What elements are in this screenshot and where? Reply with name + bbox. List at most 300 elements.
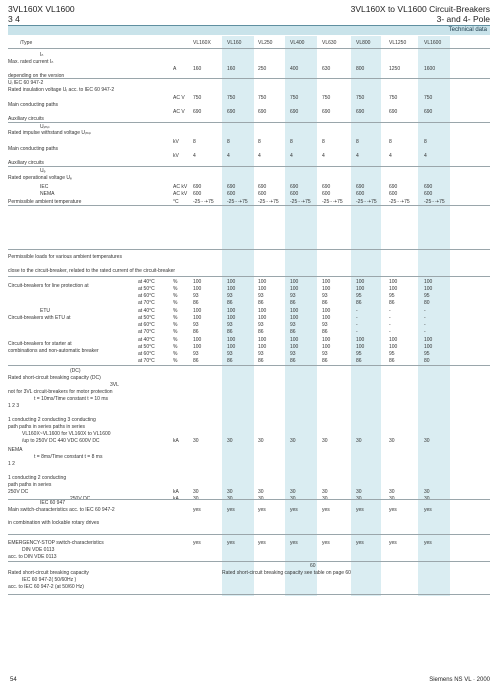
load-group-label: Circuit-breakers for starter at (8, 341, 72, 347)
spec-row-value-vl160x: 8 (193, 139, 196, 145)
spec-row-value-vl400: 690 (290, 109, 299, 115)
load-row-value-vl160: 100 (227, 315, 236, 321)
dc-row2-value-vl160: 30 (227, 489, 233, 495)
spec-row-unit: AC kV (173, 191, 188, 197)
dc-row3-value-vl630: 30 (322, 496, 328, 502)
divider (8, 594, 490, 595)
load-row-value-vl160: 100 (227, 337, 236, 343)
spec-row-value-vl400: 4 (290, 153, 293, 159)
load-row-value-vl630: 100 (322, 315, 331, 321)
load-row-value-vl800: - (356, 329, 358, 335)
load-row-value-vl160: 93 (227, 351, 233, 357)
spec-row-label: Uₑ (40, 168, 46, 174)
spec-row-unit: AC kV (173, 184, 188, 190)
dc-line: 1 2 3 (8, 403, 20, 409)
spec-row-unit: °C (173, 199, 179, 205)
load-row-value-vl160x: 100 (193, 308, 202, 314)
divider (8, 365, 490, 366)
dc-row1-value-vl1600: 30 (424, 438, 430, 444)
load-row-value-vl630: 100 (322, 337, 331, 343)
load-row-value-vl250: 100 (258, 315, 267, 321)
column-header-vl630: VL630 (322, 40, 337, 46)
load-row-value-vl250: 93 (258, 322, 264, 328)
load-row-value-vl800: 86 (356, 300, 362, 306)
emergency-value-vl160x: yes (193, 540, 201, 546)
spec-row-value-vl630: 690 (322, 184, 331, 190)
spec-row-value-vl400: -25···+75 (290, 199, 311, 205)
load-row-value-vl1600: - (424, 308, 426, 314)
dc-line: not for 3VL circuit-breakers for motor protection (8, 389, 113, 395)
spec-row-value-vl1600: 8 (424, 139, 427, 145)
dc-row3-unit: kA (173, 496, 179, 502)
spec-row-value-vl160: 750 (227, 95, 236, 101)
load-row-value-vl160x: 93 (193, 293, 199, 299)
load-row-temp: at 50°C (138, 344, 155, 350)
load-row-value-vl1250: 100 (389, 337, 398, 343)
dc-row2-value-vl800: 30 (356, 489, 362, 495)
spec-row-value-vl160: 160 (227, 66, 236, 72)
spec-row-value-vl250: 690 (258, 184, 267, 190)
column-header-vl160: VL160 (227, 40, 242, 46)
spec-row-unit: kV (173, 153, 179, 159)
spec-row-value-vl250: 750 (258, 95, 267, 101)
load-row-unit: % (173, 286, 178, 292)
load-row-value-vl250: 93 (258, 293, 264, 299)
load-row-value-vl160: 100 (227, 286, 236, 292)
load-row-value-vl400: 86 (290, 329, 296, 335)
dc-row2-value-vl1600: 30 (424, 489, 430, 495)
load-row-value-vl630: 86 (322, 300, 328, 306)
spec-row-unit: AC V (173, 109, 185, 115)
spec-row-value-vl800: 750 (356, 95, 365, 101)
load-row-value-vl800: 95 (356, 293, 362, 299)
spec-row-value-vl800: -25···+75 (356, 199, 377, 205)
load-row-temp: at 70°C (138, 358, 155, 364)
load-row-unit: % (173, 344, 178, 350)
load-row-value-vl800: 100 (356, 337, 365, 343)
dc-row2-label: 250V DC (8, 489, 29, 495)
load-row-value-vl400: 93 (290, 293, 296, 299)
spec-row-label: Rated insulation voltage Uᵢ acc. to IEC 60 947-2 (8, 87, 115, 93)
spec-row-value-vl160x: 750 (193, 95, 202, 101)
spec-row-value-vl250: -25···+75 (258, 199, 279, 205)
load-row-value-vl1250: 100 (389, 286, 398, 292)
spec-row-value-vl1600: 690 (424, 109, 433, 115)
load-row-value-vl1600: 95 (424, 293, 430, 299)
footer-page-number: 54 (10, 677, 17, 683)
spec-row-value-vl630: -25···+75 (322, 199, 343, 205)
divider (8, 122, 490, 123)
emergency-value-vl400: yes (290, 540, 298, 546)
dc-nema-line: path paths in series (8, 482, 52, 488)
spec-row-value-vl630: 690 (322, 109, 331, 115)
load-row-unit: % (173, 315, 178, 321)
spec-row-label: Uᵢₘₚ (40, 124, 50, 130)
load-row-value-vl160x: 93 (193, 351, 199, 357)
switch-label: Main switch-characteristics acc. to IEC 60 947-2 (8, 507, 115, 513)
spec-row-value-vl160: 8 (227, 139, 230, 145)
spec-row-value-vl250: 8 (258, 139, 261, 145)
load-row-value-vl1250: 100 (389, 344, 398, 350)
spec-row-value-vl400: 750 (290, 95, 299, 101)
column-header-vl160x: VL160X (193, 40, 211, 46)
divider (8, 499, 490, 500)
load-row-value-vl400: 86 (290, 358, 296, 364)
dc-row3-value-vl400: 30 (290, 496, 296, 502)
spec-row-unit: A (173, 66, 177, 72)
spec-row-label: Permissible ambient temperature (8, 199, 82, 205)
switch-value-vl1600: yes (424, 507, 432, 513)
spec-row-label: depending on the version (8, 73, 65, 79)
emergency-label: EMERGENCY-STOP switch-characteristics (8, 540, 104, 546)
spec-row-label: NEMA (40, 191, 55, 197)
spec-row-label: Main conducting paths (8, 102, 59, 108)
permissible-loads-subtitle: close to the circuit-breaker, related to the rated current of the circuit-breaker (8, 268, 176, 274)
spec-row-value-vl160x: 690 (193, 109, 202, 115)
load-row-value-vl630: 86 (322, 329, 328, 335)
spec-row-value-vl630: 750 (322, 95, 331, 101)
switch-value-vl250: yes (258, 507, 266, 513)
load-row-value-vl1600: 100 (424, 337, 433, 343)
spec-row-label: Rated impulse withstand voltage Uᵢₘₚ (8, 130, 92, 136)
divider (8, 276, 490, 277)
load-row-temp: at 70°C (138, 300, 155, 306)
load-row-value-vl1250: 86 (389, 300, 395, 306)
load-row-value-vl630: 93 (322, 322, 328, 328)
spec-row-label: Iₙ (40, 52, 44, 58)
technical-data-label: Technical data (448, 27, 487, 33)
spec-row-value-vl160x: 160 (193, 66, 202, 72)
load-row-value-vl400: 100 (290, 344, 299, 350)
breaking-note: Rated short-circuit breaking capacity see table on page 60 (222, 570, 351, 576)
emergency-value-vl1600: yes (424, 540, 432, 546)
load-row-value-vl160: 86 (227, 300, 233, 306)
load-row-value-vl1250: - (389, 322, 391, 328)
load-row-value-vl800: 100 (356, 279, 365, 285)
spec-row-label: Auxiliary circuits (8, 160, 44, 166)
load-row-value-vl800: 95 (356, 351, 362, 357)
load-row-value-vl630: 100 (322, 308, 331, 314)
dc-row3-value-vl160: 30 (227, 496, 233, 502)
load-row-value-vl630: 100 (322, 279, 331, 285)
spec-row-value-vl1250: 690 (389, 109, 398, 115)
spec-row-label: IEC (40, 184, 49, 190)
spec-row-value-vl160x: 4 (193, 153, 196, 159)
dc-row3-value-vl1600: 30 (424, 496, 430, 502)
load-row-value-vl1250: 95 (389, 293, 395, 299)
dc-row1-value-vl800: 30 (356, 438, 362, 444)
spec-row-value-vl630: 4 (322, 153, 325, 159)
spec-row-label: Max. rated current Iₙ (8, 59, 54, 65)
load-row-value-vl800: 86 (356, 358, 362, 364)
load-row-temp: at 50°C (138, 286, 155, 292)
switch-value-vl160x: yes (193, 507, 201, 513)
load-row-value-vl400: 100 (290, 308, 299, 314)
column-band-vl1600 (418, 36, 450, 596)
load-row-temp: at 40°C (138, 337, 155, 343)
dc-row1-value-vl630: 30 (322, 438, 328, 444)
header-right-line1: 3VL160X to VL1600 Circuit-Breakers (350, 4, 490, 14)
load-row-unit: % (173, 300, 178, 306)
dc-line: t = 10ms/Time constant t = 10 ms (34, 396, 109, 402)
load-row-value-vl250: 100 (258, 344, 267, 350)
load-group-label: Circuit-breakers for line protection at (8, 283, 89, 289)
dc-row2-value-vl400: 30 (290, 489, 296, 495)
load-row-value-vl160x: 100 (193, 344, 202, 350)
emergency-value-vl250: yes (258, 540, 266, 546)
load-row-value-vl1600: 100 (424, 279, 433, 285)
spec-row-value-vl250: 4 (258, 153, 261, 159)
load-row-unit: % (173, 322, 178, 328)
header-left (8, 4, 75, 24)
spec-row-value-vl1600: 750 (424, 95, 433, 101)
load-row-value-vl160: 93 (227, 322, 233, 328)
dc-line: (DC) (70, 368, 81, 374)
spec-row-value-vl400: 600 (290, 191, 299, 197)
load-row-value-vl800: - (356, 322, 358, 328)
load-row-value-vl1250: 100 (389, 279, 398, 285)
dc-line: VL160X~VL1600 for VL160X to VL1600 (22, 431, 111, 437)
dc-row3-label: 250V DC (70, 496, 91, 502)
load-row-value-vl160x: 100 (193, 286, 202, 292)
load-row-unit: % (173, 337, 178, 343)
emergency-sub1: DIN VDE 0113 (22, 547, 55, 553)
switch-value-vl400: yes (290, 507, 298, 513)
load-row-value-vl1600: 100 (424, 286, 433, 292)
load-row-value-vl1600: - (424, 329, 426, 335)
load-row-temp: at 50°C (138, 315, 155, 321)
header-right-line2: 3- and 4- Pole (436, 14, 490, 24)
load-row-unit: % (173, 329, 178, 335)
emergency-sub2: acc. to DIN VDE 0113 (8, 554, 57, 560)
load-row-value-vl160: 93 (227, 293, 233, 299)
dc-row1-value-vl1250: 30 (389, 438, 395, 444)
load-row-value-vl250: 100 (258, 286, 267, 292)
load-row-value-vl800: - (356, 308, 358, 314)
load-row-temp: at 60°C (138, 351, 155, 357)
load-row-value-vl630: 86 (322, 358, 328, 364)
permissible-loads-title: Permissible loads for various ambient temperatures (8, 254, 122, 260)
breaking-label: Rated short-circuit breaking capacity (8, 570, 89, 576)
dc-nema-line: NEMA (8, 447, 23, 453)
spec-row-value-vl800: 800 (356, 66, 365, 72)
spec-row-value-vl630: 630 (322, 66, 331, 72)
load-row-value-vl160x: 86 (193, 329, 199, 335)
technical-data-bar (8, 25, 490, 35)
load-row-unit: % (173, 279, 178, 285)
spec-row-value-vl630: 8 (322, 139, 325, 145)
dc-row1-value-vl160x: 30 (193, 438, 199, 444)
footer-source: Siemens NS VL · 2000 (429, 677, 490, 683)
load-row-value-vl630: 93 (322, 351, 328, 357)
dc-row3-value-vl160x: 30 (193, 496, 199, 502)
spec-row-value-vl250: 600 (258, 191, 267, 197)
dc-line: path paths in series paths in series (8, 424, 85, 430)
spec-row-value-vl1600: 690 (424, 184, 433, 190)
dc-row2-value-vl250: 30 (258, 489, 264, 495)
load-row-value-vl250: 86 (258, 358, 264, 364)
load-row-temp: at 40°C (138, 308, 155, 314)
load-row-value-vl1600: - (424, 315, 426, 321)
load-row-value-vl160x: 86 (193, 358, 199, 364)
column-header-vl400: VL400 (290, 40, 305, 46)
load-row-value-vl630: 100 (322, 286, 331, 292)
load-row-value-vl800: - (356, 315, 358, 321)
load-row-value-vl250: 86 (258, 300, 264, 306)
load-row-value-vl1600: 100 (424, 344, 433, 350)
load-row-value-vl400: 100 (290, 337, 299, 343)
switch-value-vl160: yes (227, 507, 235, 513)
spec-row-value-vl160x: 600 (193, 191, 202, 197)
spec-row-value-vl800: 600 (356, 191, 365, 197)
header-left-line2: 3 4 (8, 14, 20, 24)
load-row-value-vl1250: - (389, 329, 391, 335)
divider (8, 78, 490, 79)
load-row-value-vl1250: - (389, 315, 391, 321)
load-row-temp: at 70°C (138, 329, 155, 335)
spec-row-value-vl160: 600 (227, 191, 236, 197)
spec-row-value-vl400: 8 (290, 139, 293, 145)
load-row-value-vl250: 100 (258, 279, 267, 285)
spec-row-value-vl400: 690 (290, 184, 299, 190)
load-row-value-vl800: 100 (356, 286, 365, 292)
dc-row1-label: /up to 250V DC 440 VDC 600V DC (22, 438, 100, 444)
dc-line: 3VL (110, 382, 119, 388)
spec-row-value-vl800: 690 (356, 109, 365, 115)
dc-nema-line: 1 conducting 2 conducting (8, 475, 67, 481)
column-header-vl250: VL250 (258, 40, 273, 46)
type-header: /Type (20, 40, 33, 46)
switch-value-vl630: yes (322, 507, 330, 513)
column-header-vl1600: VL1600 (424, 40, 442, 46)
divider (8, 561, 490, 562)
emergency-value-vl800: yes (356, 540, 364, 546)
breaking-label-top: 60 (310, 563, 316, 569)
load-row-value-vl160x: 100 (193, 315, 202, 321)
spec-row-unit: kV (173, 139, 179, 145)
spec-row-value-vl1250: 4 (389, 153, 392, 159)
load-row-value-vl800: 100 (356, 344, 365, 350)
spec-row-value-vl1600: 600 (424, 191, 433, 197)
load-row-value-vl400: 100 (290, 286, 299, 292)
emergency-value-vl630: yes (322, 540, 330, 546)
spec-row-value-vl1250: 1250 (389, 66, 401, 72)
spec-row-value-vl160x: 690 (193, 184, 202, 190)
header-left-line1: 3VL160X VL1600 (8, 4, 75, 14)
load-row-value-vl160x: 86 (193, 300, 199, 306)
dc-row1-unit: kA (173, 438, 179, 444)
spec-row-value-vl1600: -25···+75 (424, 199, 445, 205)
switch-label-top: IEC 60 947 (40, 500, 66, 506)
load-row-value-vl1250: 86 (389, 358, 395, 364)
load-row-value-vl1250: - (389, 308, 391, 314)
load-group-label-top: ETU (40, 308, 50, 314)
load-row-value-vl630: 100 (322, 344, 331, 350)
load-row-value-vl160: 86 (227, 329, 233, 335)
load-row-value-vl160: 100 (227, 344, 236, 350)
load-row-value-vl160x: 100 (193, 337, 202, 343)
dc-line: 1 conducting 2 conducting 3 conducting (8, 417, 96, 423)
spec-row-value-vl1250: 750 (389, 95, 398, 101)
load-row-value-vl160: 100 (227, 308, 236, 314)
load-row-value-vl160x: 93 (193, 322, 199, 328)
spec-row-label: Rated operational voltage Uₑ (8, 175, 72, 181)
load-row-value-vl250: 100 (258, 337, 267, 343)
load-row-unit: % (173, 308, 178, 314)
spec-row-value-vl160: -25···+75 (227, 199, 248, 205)
spec-row-value-vl160: 690 (227, 109, 236, 115)
load-row-value-vl400: 93 (290, 351, 296, 357)
dc-line: Rated short-circuit breaking capacity (DC) (8, 375, 101, 381)
dc-nema-line: t = 8ms/Time constant t = 8 ms (34, 454, 103, 460)
dc-row2-value-vl630: 30 (322, 489, 328, 495)
spec-row-value-vl400: 400 (290, 66, 299, 72)
load-row-value-vl630: 93 (322, 293, 328, 299)
header-right (351, 4, 490, 24)
divider (8, 48, 490, 49)
column-header-vl1250: VL1250 (389, 40, 407, 46)
load-row-value-vl400: 93 (290, 322, 296, 328)
dc-row1-value-vl400: 30 (290, 438, 296, 444)
dc-row2-unit: kA (173, 489, 179, 495)
load-row-value-vl250: 86 (258, 329, 264, 335)
spec-row-value-vl250: 250 (258, 66, 267, 72)
load-row-value-vl1600: 80 (424, 300, 430, 306)
load-row-value-vl1600: - (424, 322, 426, 328)
dc-row1-value-vl160: 30 (227, 438, 233, 444)
spec-row-value-vl250: 690 (258, 109, 267, 115)
load-row-temp: at 60°C (138, 322, 155, 328)
spec-row-value-vl1600: 4 (424, 153, 427, 159)
load-row-value-vl160: 86 (227, 358, 233, 364)
load-row-value-vl400: 100 (290, 279, 299, 285)
load-row-value-vl250: 93 (258, 351, 264, 357)
spec-row-unit: AC V (173, 95, 185, 101)
divider (8, 534, 490, 535)
dc-row2-value-vl160x: 30 (193, 489, 199, 495)
load-row-unit: % (173, 351, 178, 357)
divider (8, 205, 490, 206)
dc-row1-value-vl250: 30 (258, 438, 264, 444)
spec-row-value-vl160: 690 (227, 184, 236, 190)
spec-row-value-vl1250: -25···+75 (389, 199, 410, 205)
load-row-temp: at 40°C (138, 279, 155, 285)
load-group-label: Circuit-breakers with ETU at (8, 315, 71, 321)
divider (8, 249, 490, 250)
dc-row2-value-vl1250: 30 (389, 489, 395, 495)
spec-row-value-vl800: 8 (356, 139, 359, 145)
load-row-value-vl1600: 95 (424, 351, 430, 357)
load-row-value-vl400: 86 (290, 300, 296, 306)
spec-row-value-vl800: 690 (356, 184, 365, 190)
spec-row-value-vl1250: 600 (389, 191, 398, 197)
load-row-value-vl1600: 80 (424, 358, 430, 364)
load-row-value-vl160: 100 (227, 279, 236, 285)
load-row-value-vl400: 100 (290, 315, 299, 321)
spec-row-value-vl1600: 1600 (424, 66, 436, 72)
load-group-label2: combinations and non-automatic breaker (8, 348, 99, 354)
dc-row3-value-vl800: 30 (356, 496, 362, 502)
column-header-vl800: VL800 (356, 40, 371, 46)
dc-nema-line: 1 2 (8, 461, 15, 467)
load-row-value-vl1250: 95 (389, 351, 395, 357)
spec-row-value-vl800: 4 (356, 153, 359, 159)
spec-row-value-vl1250: 690 (389, 184, 398, 190)
load-row-temp: at 60°C (138, 293, 155, 299)
divider (8, 166, 490, 167)
spec-row-label: Main conducting paths (8, 146, 59, 152)
switch-value-vl1250: yes (389, 507, 397, 513)
